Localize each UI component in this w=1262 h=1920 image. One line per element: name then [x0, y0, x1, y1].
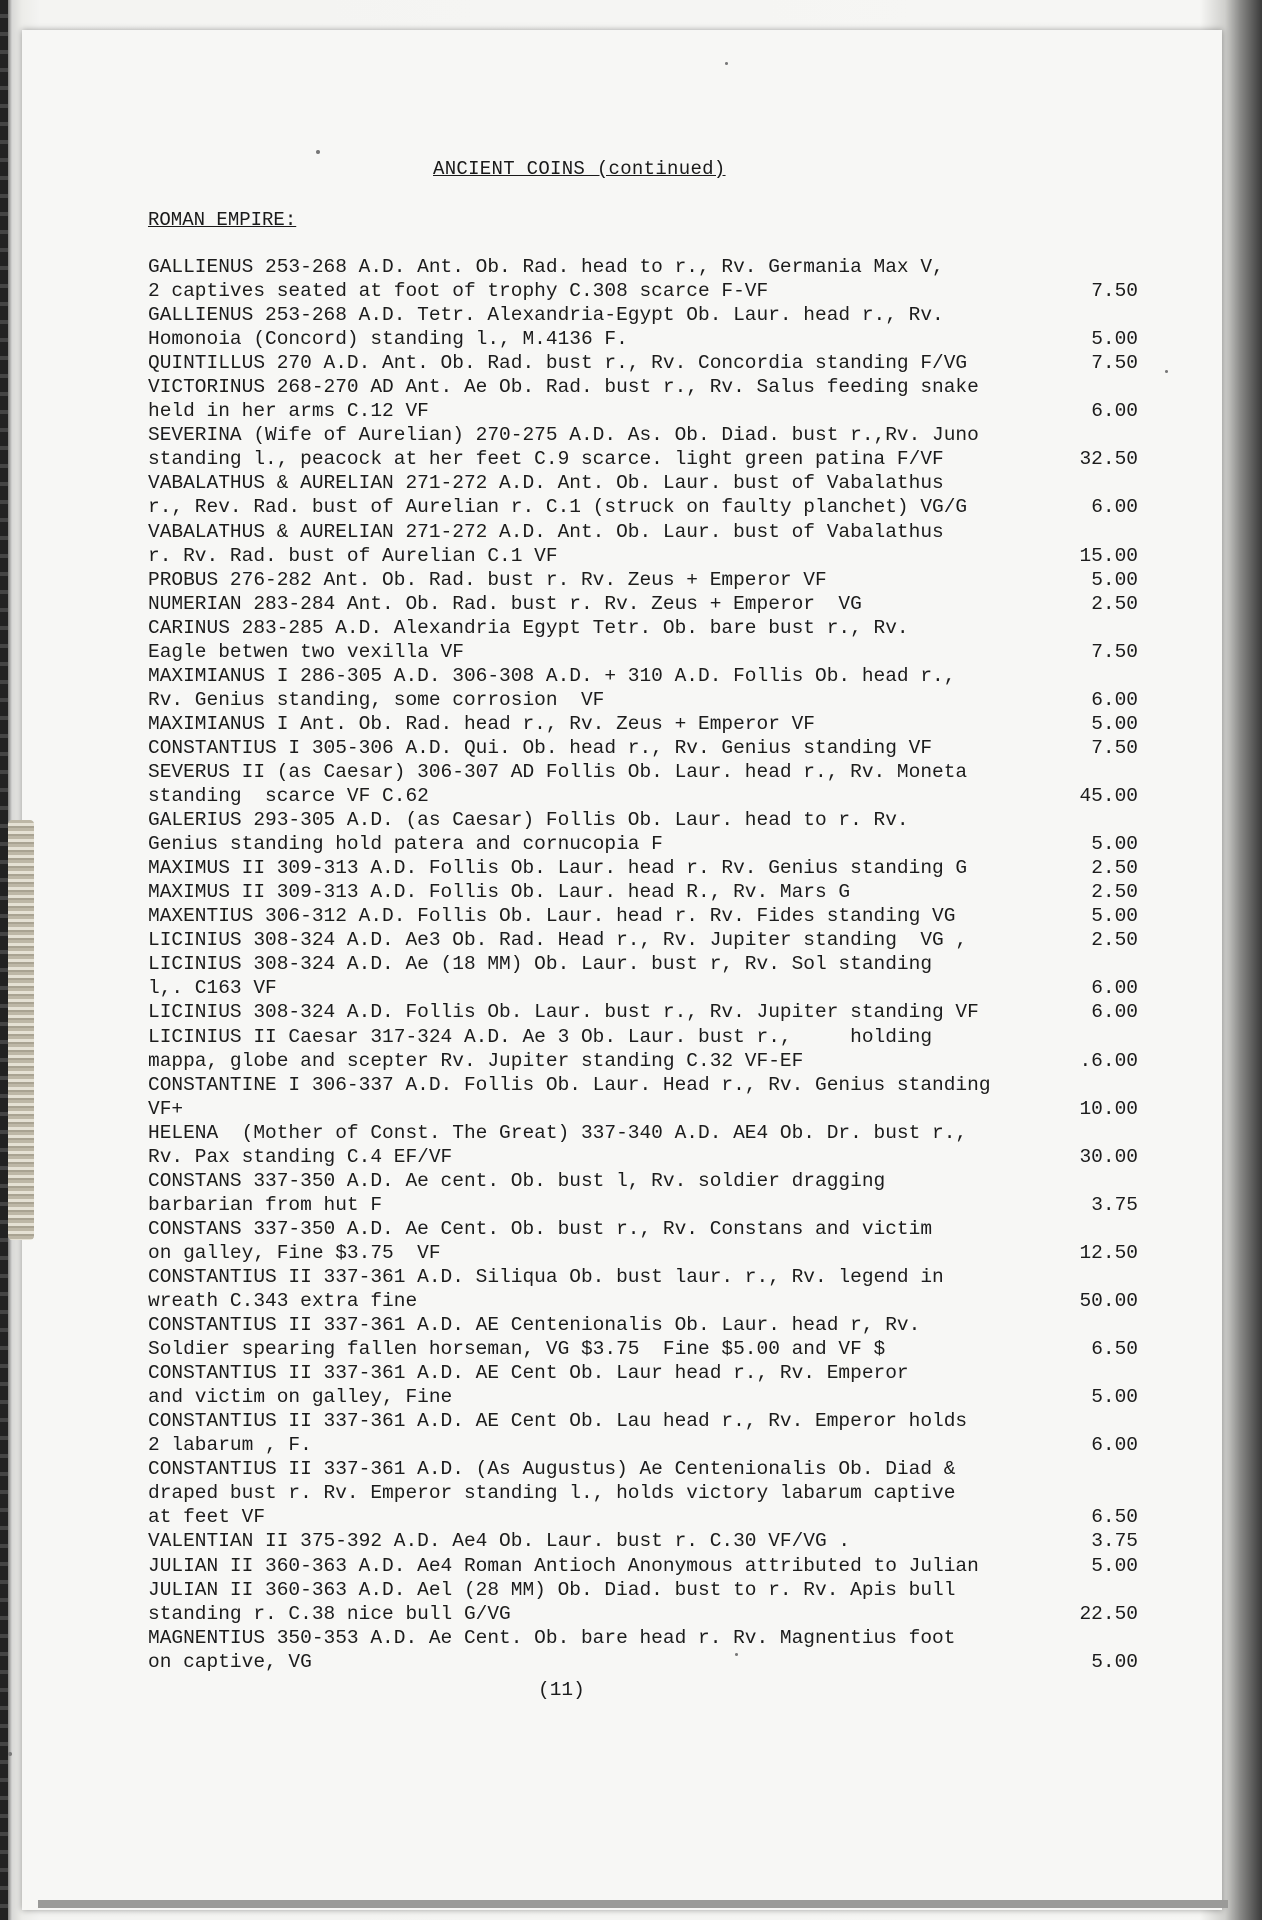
- listing-line: [148, 1121, 1138, 1145]
- listing-line: [148, 568, 1138, 592]
- listing-line: [148, 1409, 1138, 1433]
- listing-line: [148, 1049, 1138, 1073]
- listing-line: [148, 1505, 1138, 1529]
- listing-line: [148, 1337, 1138, 1361]
- listing-line: [148, 1578, 1138, 1602]
- listing-line: [148, 375, 1138, 399]
- listing-line-text: GALERIUS 293-305 A.D. (as Caesar) Follis Ob. Laur. head to r. Rv.: [148, 809, 909, 832]
- listing-line-text: CONSTANTIUS I 305-306 A.D. Qui. Ob. head r., Rv. Genius standing VF: [148, 736, 933, 759]
- listing-price: 3.75: [1091, 1530, 1138, 1553]
- listing-line-text: mappa, globe and scepter Rv. Jupiter standing C.32 VF-EF: [148, 1049, 804, 1072]
- listing-line-text: CONSTANTINE I 306-337 A.D. Follis Ob. Laur. Head r., Rv. Genius standing: [148, 1073, 991, 1096]
- listing-line-text: l,. C163 VF: [148, 977, 277, 1000]
- listing-line-text: MAXENTIUS 306-312 A.D. Follis Ob. Laur. head r. Rv. Fides standing VG: [148, 905, 956, 928]
- listing-line: [148, 544, 1138, 568]
- listing-line: [148, 640, 1138, 664]
- listing-price: 6.00: [1091, 1434, 1138, 1457]
- scan-speck: [8, 1752, 12, 1756]
- listing-line-text: SEVERUS II (as Caesar) 306-307 AD Follis Ob. Laur. head r., Rv. Moneta: [148, 760, 968, 783]
- listing-line-text: at feet VF: [148, 1506, 266, 1529]
- listing-line-text: LICINIUS 308-324 A.D. Ae (18 MM) Ob. Laur. bust r, Rv. Sol standing: [148, 953, 933, 976]
- listing-line-text: MAXIMUS II 309-313 A.D. Follis Ob. Laur. head R., Rv. Mars G: [148, 881, 851, 904]
- listing-line-text: NUMERIAN 283-284 Ant. Ob. Rad. bust r. Rv. Zeus + Emperor VG: [148, 592, 862, 615]
- listing-line-text: JULIAN II 360-363 A.D. Ael (28 MM) Ob. Diad. bust to r. Rv. Apis bull: [148, 1578, 956, 1601]
- listing-price: 2.50: [1091, 929, 1138, 952]
- listing-price: 3.75: [1091, 1193, 1138, 1216]
- section-heading: ROMAN EMPIRE:: [148, 209, 297, 231]
- listing-line: [148, 303, 1138, 327]
- listing-line-text: LICINIUS 308-324 A.D. Ae3 Ob. Rad. Head r., Rv. Jupiter standing VG ,: [148, 929, 968, 952]
- listing-price: 45.00: [1079, 785, 1138, 808]
- listing-line: [148, 279, 1138, 303]
- listing-line: [148, 1145, 1138, 1169]
- listing-line-text: wreath C.343 extra fine: [148, 1290, 418, 1313]
- listing-line-text: PROBUS 276-282 Ant. Ob. Rad. bust r. Rv. Zeus + Emperor VF: [148, 568, 827, 591]
- listing-price: 5.00: [1091, 568, 1138, 591]
- listing-price: 6.00: [1091, 977, 1138, 1000]
- listing-line-text: Rv. Pax standing C.4 EF/VF: [148, 1145, 453, 1168]
- listing-line: [148, 616, 1138, 640]
- listing-line: [148, 1457, 1138, 1481]
- listing-line-text: GALLIENUS 253-268 A.D. Ant. Ob. Rad. head to r., Rv. Germania Max V,: [148, 256, 944, 278]
- listing-line-text: Eagle betwen two vexilla VF: [148, 640, 464, 663]
- listing-line: [148, 1529, 1138, 1553]
- listing-price: 2.50: [1091, 857, 1138, 880]
- listing-price: 5.00: [1091, 712, 1138, 735]
- listing-line-text: LICINIUS 308-324 A.D. Follis Ob. Laur. bust r., Rv. Jupiter standing VF: [148, 1001, 979, 1024]
- listing-line: [148, 423, 1138, 447]
- page-number: (11): [538, 1679, 585, 1701]
- listing-line: [148, 664, 1138, 688]
- listing-line: [148, 880, 1138, 904]
- listing-line: [148, 255, 1138, 279]
- listing-line-text: CONSTANS 337-350 A.D. Ae Cent. Ob. bust r., Rv. Constans and victim: [148, 1217, 933, 1240]
- scan-speck: [725, 62, 728, 65]
- listing-price: 22.50: [1079, 1602, 1138, 1625]
- listing-line: [148, 495, 1138, 519]
- listing-line: [148, 904, 1138, 928]
- listing-line-text: VALENTIAN II 375-392 A.D. Ae4 Ob. Laur. bust r. C.30 VF/VG .: [148, 1530, 851, 1553]
- listing-line: [148, 688, 1138, 712]
- listing-price: 5.00: [1091, 833, 1138, 856]
- listing-price: 2.50: [1091, 592, 1138, 615]
- listing-line: [148, 1650, 1138, 1674]
- listing-line-text: draped bust r. Rv. Emperor standing l., holds victory labarum captive: [148, 1482, 956, 1505]
- listing-price: 10.00: [1079, 1097, 1138, 1120]
- listing-line: [148, 1217, 1138, 1241]
- listing-price: 32.50: [1079, 448, 1138, 471]
- listing-line: [148, 471, 1138, 495]
- listing-line-text: CONSTANTIUS II 337-361 A.D. Siliqua Ob. bust laur. r., Rv. legend in: [148, 1265, 944, 1288]
- listing-line-text: CONSTANTIUS II 337-361 A.D. (As Augustus) Ae Centenionalis Ob. Diad &: [148, 1458, 956, 1481]
- listing-line-text: MAXIMUS II 309-313 A.D. Follis Ob. Laur. head r. Rv. Genius standing G: [148, 857, 968, 880]
- listing-line: [148, 399, 1138, 423]
- listing-price: 5.00: [1091, 1554, 1138, 1577]
- listing-line-text: standing r. C.38 nice bull G/VG: [148, 1602, 511, 1625]
- listing-line: [148, 784, 1138, 808]
- listing-line: [148, 1433, 1138, 1457]
- listing-line: [148, 1000, 1138, 1024]
- listing-price: 15.00: [1079, 544, 1138, 567]
- listing-line-text: JULIAN II 360-363 A.D. Ae4 Roman Antioch Anonymous attributed to Julian: [148, 1554, 979, 1577]
- listing-line-text: r., Rev. Rad. bust of Aurelian r. C.1 (struck on faulty planchet) VG/G: [148, 496, 968, 519]
- listing-price: 6.00: [1091, 688, 1138, 711]
- binding-edge: [0, 0, 8, 1920]
- listing-line-text: CARINUS 283-285 A.D. Alexandria Egypt Tetr. Ob. bare bust r., Rv.: [148, 616, 909, 639]
- listing-line: [148, 1193, 1138, 1217]
- listing-line: [148, 856, 1138, 880]
- listing-line-text: SEVERINA (Wife of Aurelian) 270-275 A.D. As. Ob. Diad. bust r.,Rv. Juno: [148, 424, 979, 447]
- listing-line: [148, 1385, 1138, 1409]
- listing-line: [148, 1361, 1138, 1385]
- listing-line-text: r. Rv. Rad. bust of Aurelian C.1 VF: [148, 544, 558, 567]
- listing-line: [148, 808, 1138, 832]
- listing-line: [148, 447, 1138, 471]
- listing-price: 7.50: [1091, 280, 1138, 303]
- listing-price: 7.50: [1091, 352, 1138, 375]
- listing-line: [148, 351, 1138, 375]
- listing-line-text: Soldier spearing fallen horseman, VG $3.75 Fine $5.00 and VF $: [148, 1338, 886, 1361]
- listing-price: 7.50: [1091, 640, 1138, 663]
- listing-line: [148, 1169, 1138, 1193]
- listing-line-text: HELENA (Mother of Const. The Great) 337-340 A.D. AE4 Ob. Dr. bust r.,: [148, 1121, 968, 1144]
- listing-line-text: CONSTANTIUS II 337-361 A.D. AE Cent Ob. Lau head r., Rv. Emperor holds: [148, 1410, 968, 1433]
- listing-line: [148, 592, 1138, 616]
- listing-line: [148, 1097, 1138, 1121]
- listing-line: [148, 760, 1138, 784]
- listing-price: 5.00: [1091, 328, 1138, 351]
- listing-line: [148, 952, 1138, 976]
- listing-price: 6.50: [1091, 1338, 1138, 1361]
- listing-line: [148, 1265, 1138, 1289]
- listing-line-text: VICTORINUS 268-270 AD Ant. Ae Ob. Rad. bust r., Rv. Salus feeding snake: [148, 376, 979, 399]
- listing-line: [148, 1241, 1138, 1265]
- listing-price: 6.50: [1091, 1506, 1138, 1529]
- listing-line-text: held in her arms C.12 VF: [148, 400, 429, 423]
- page-bottom-shadow: [38, 1900, 1228, 1908]
- listing-line: [148, 712, 1138, 736]
- scan-speck: [1165, 370, 1168, 373]
- listing-line-text: on captive, VG: [148, 1650, 312, 1673]
- listing-line-text: 2 captives seated at foot of trophy C.308 scarce F-VF: [148, 280, 769, 303]
- listing-line: [148, 1289, 1138, 1313]
- listing-line-text: Homonoia (Concord) standing l., M.4136 F.: [148, 328, 628, 351]
- listing-price: 6.00: [1091, 1001, 1138, 1024]
- listing-line-text: LICINIUS II Caesar 317-324 A.D. Ae 3 Ob. Laur. bust r., holding: [148, 1025, 933, 1048]
- listing-line-text: CONSTANTIUS II 337-361 A.D. AE Centenionalis Ob. Laur. head r, Rv.: [148, 1314, 921, 1337]
- listing-line-text: and victim on galley, Fine: [148, 1386, 453, 1409]
- listing-line-text: standing scarce VF C.62: [148, 785, 429, 808]
- listing-line-text: MAGNENTIUS 350-353 A.D. Ae Cent. Ob. bare head r. Rv. Magnentius foot: [148, 1626, 956, 1649]
- listing-line-text: CONSTANS 337-350 A.D. Ae cent. Ob. bust l, Rv. soldier dragging: [148, 1169, 886, 1192]
- listing-line: [148, 928, 1138, 952]
- listing-line-text: VABALATHUS & AURELIAN 271-272 A.D. Ant. Ob. Laur. bust of Vabalathus: [148, 520, 944, 543]
- listing-price: 30.00: [1079, 1145, 1138, 1168]
- listing-price: 5.00: [1091, 1386, 1138, 1409]
- listing-line: [148, 976, 1138, 1000]
- listing-price: 6.00: [1091, 400, 1138, 423]
- listing-line-text: 2 labarum , F.: [148, 1434, 312, 1457]
- listing-price: 6.00: [1091, 496, 1138, 519]
- coin-listing: [148, 255, 1138, 1674]
- listing-line: [148, 520, 1138, 544]
- listing-line: [148, 327, 1138, 351]
- listing-price: 50.00: [1079, 1290, 1138, 1313]
- listing-line-text: VF+: [148, 1097, 184, 1120]
- listing-line-text: MAXIMIANUS I 286-305 A.D. 306-308 A.D. + 310 A.D. Follis Ob. head r.,: [148, 664, 956, 687]
- listing-line: [148, 736, 1138, 760]
- listing-line-text: QUINTILLUS 270 A.D. Ant. Ob. Rad. bust r., Rv. Concordia standing F/VG: [148, 352, 968, 375]
- listing-line-text: standing l., peacock at her feet C.9 scarce. light green patina F/VF: [148, 448, 944, 471]
- listing-price: 12.50: [1079, 1241, 1138, 1264]
- listing-line-text: barbarian from hut F: [148, 1193, 383, 1216]
- listing-line-text: Genius standing hold patera and cornucopia F: [148, 833, 663, 856]
- listing-line-text: CONSTANTIUS II 337-361 A.D. AE Cent Ob. Laur head r., Rv. Emperor: [148, 1362, 909, 1385]
- listing-line-text: GALLIENUS 253-268 A.D. Tetr. Alexandria-Egypt Ob. Laur. head r., Rv.: [148, 304, 944, 327]
- listing-price: 2.50: [1091, 881, 1138, 904]
- listing-line-text: on galley, Fine $3.75 VF: [148, 1241, 441, 1264]
- listing-line: [148, 1602, 1138, 1626]
- listing-line: [148, 1554, 1138, 1578]
- listing-price: 5.00: [1091, 1650, 1138, 1673]
- page-title: ANCIENT COINS (continued): [433, 158, 726, 180]
- listing-price: .6.00: [1079, 1049, 1138, 1072]
- listing-line-text: VABALATHUS & AURELIAN 271-272 A.D. Ant. Ob. Laur. bust of Vabalathus: [148, 472, 944, 495]
- listing-line-text: MAXIMIANUS I Ant. Ob. Rad. head r., Rv. Zeus + Emperor VF: [148, 712, 816, 735]
- listing-price: 7.50: [1091, 736, 1138, 759]
- listing-line: [148, 1626, 1138, 1650]
- listing-line: [148, 1313, 1138, 1337]
- listing-line: [148, 832, 1138, 856]
- listing-line: [148, 1025, 1138, 1049]
- scan-speck: [316, 150, 320, 154]
- listing-line-text: Rv. Genius standing, some corrosion VF: [148, 688, 605, 711]
- listing-price: 5.00: [1091, 905, 1138, 928]
- scan-speck: [735, 1653, 738, 1656]
- listing-line: [148, 1481, 1138, 1505]
- listing-line: [148, 1073, 1138, 1097]
- torn-binding-margin: [8, 820, 34, 1240]
